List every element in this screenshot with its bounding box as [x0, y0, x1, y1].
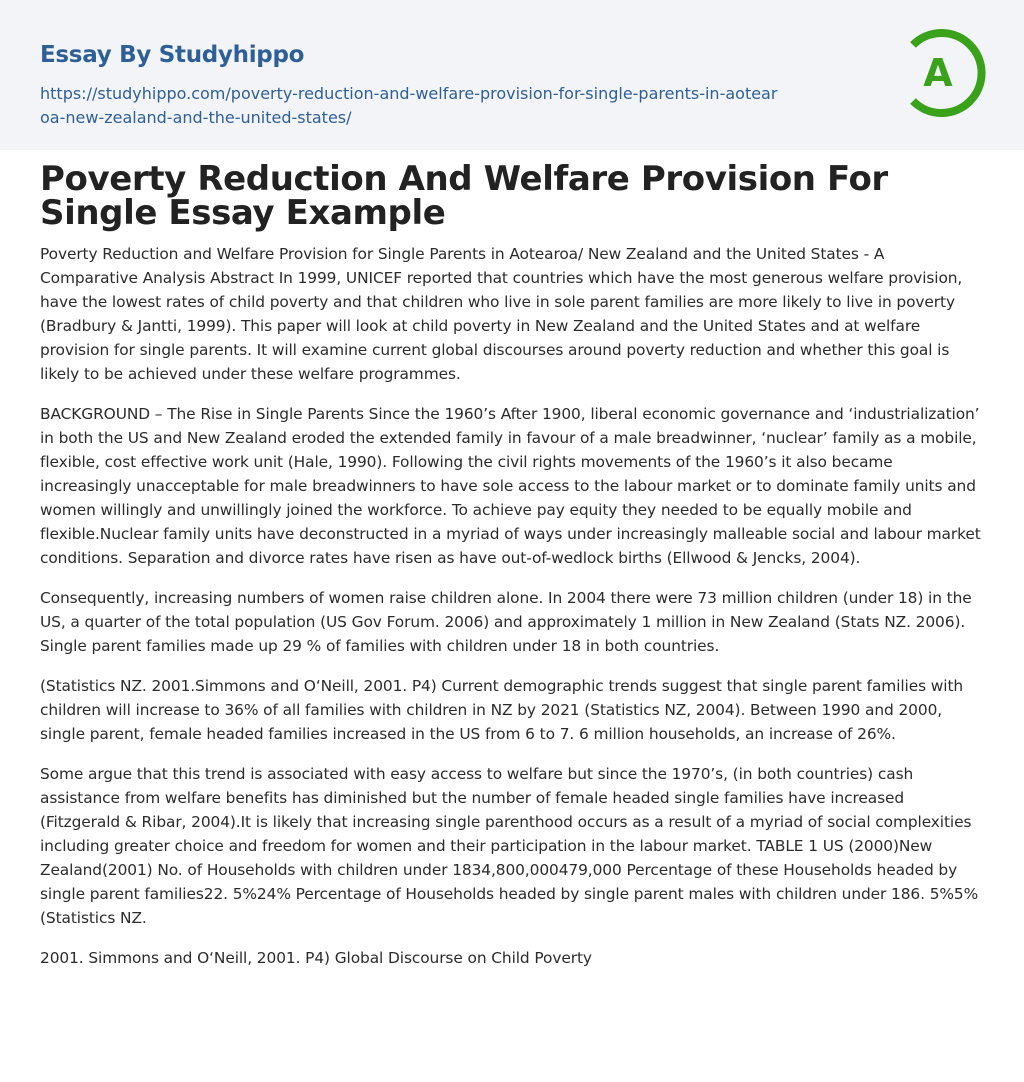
essay-url-link[interactable]: https://studyhippo.com/poverty-reduction-and-welfare-provision-for-single-parents-in-aotearoa-new-zealand-and-the-united-states/ — [40, 84, 778, 127]
site-header — [0, 0, 1024, 150]
studyhippo-logo-icon[interactable] — [896, 28, 986, 118]
page-title: Poverty Reduction And Welfare Provision For Single Essay Example — [40, 159, 888, 233]
paragraph: Consequently, increasing numbers of women raise children alone. In 2004 there were 73 million children (under 18) in the US, a quarter of the total population (US Gov Forum. 2006) and approximately 1 million in New Zealand (Stats NZ. 2006). Single parent families made up 29 % of families with children under 18 in both countries. — [40, 589, 972, 655]
paragraph: Some argue that this trend is associated with easy access to welfare but since the 1970’s, (in both countries) cash assistance from welfare benefits has diminished but the number of female headed single families have increased (Fitzgerald & Ribar, 2004).It is likely that increasing single parenthood occurs as a result of a myriad of social complexities including greater choice and freedom for women and their participation in the labour market. TABLE 1 US (2000)New Zealand(2001) No. of Households with children under 1834,800,000479,000 Percentage of these Households headed by single parent families22. 5%24% Percentage of Households headed by single parent males with children under 186. 5%5% (Statistics NZ. — [40, 765, 979, 927]
brand-title[interactable]: Essay By Studyhippo — [40, 42, 305, 68]
paragraph: BACKGROUND – The Rise in Single Parents Since the 1960’s After 1900, liberal economic governance and ‘industrialization’ in both the US and New Zealand eroded the extended family in favour of a male breadwinner, ‘nuclear’ family as a mobile, flexible, cost effective work unit (Hale, 1990). Following the civil rights movements of the 1960’s it also became increasingly unacceptable for male breadwinners to have sole access to the labour market or to dominate family units and women willingly and unwillingly joined the workforce. To achieve pay equity they needed to be equally mobile and flexible.Nuclear family units have deconstructed in a myriad of ways under increasingly malleable social and labour market conditions. Separation and divorce rates have risen as have out-of-wedlock births (Ellwood & Jencks, 2004). — [40, 405, 981, 567]
paragraph: Poverty Reduction and Welfare Provision for Single Parents in Aotearoa/ New Zealand and the United States - A Comparative Analysis Abstract In 1999, UNICEF reported that countries which have the most generous welfare provision, have the lowest rates of child poverty and that children who live in sole parent families are more likely to live in poverty (Bradbury & Jantti, 1999). This paper will look at child poverty in New Zealand and the United States and at welfare provision for single parents. It will examine current global discourses around poverty reduction and whether this goal is likely to be achieved under these welfare programmes. — [40, 245, 963, 383]
logo-letter: A — [923, 51, 953, 95]
paragraph: 2001. Simmons and O‘Neill, 2001. P4) Global Discourse on Child Poverty — [40, 949, 592, 967]
paragraph: (Statistics NZ. 2001.Simmons and O‘Neill, 2001. P4) Current demographic trends suggest that single parent families with children will increase to 36% of all families with children in NZ by 2021 (Statistics NZ, 2004). Between 1990 and 2000, single parent, female headed families increased in the US from 6 to 7. 6 million households, an increase of 26%. — [40, 677, 964, 743]
article-body — [0, 150, 1024, 970]
